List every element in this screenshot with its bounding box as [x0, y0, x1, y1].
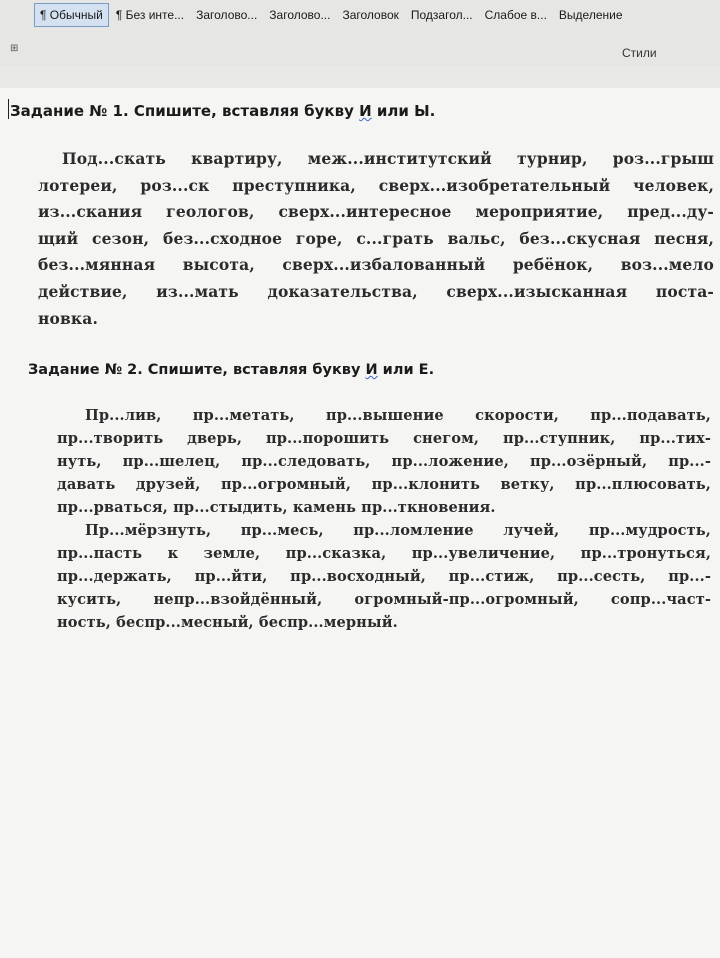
styles-gallery — [0, 0, 720, 30]
task-1-title: Задание № 1. Спишите, вставляя букву И или Ы. — [10, 102, 436, 120]
style-title[interactable]: Заголовок — [342, 8, 399, 22]
ruler-strip — [0, 66, 720, 89]
styles-group-label: Стили — [622, 46, 657, 60]
style-no-spacing[interactable]: ¶ Без инте... — [115, 8, 185, 22]
paragraph-line: кусить, непр...взойдённый, огромный-пр...огромный, сопр...част- — [57, 591, 711, 608]
paragraph-line: новка. — [38, 308, 98, 328]
paragraph-line: действие, из...мать доказательства, сверх...изысканная поста- — [38, 281, 714, 301]
style-heading-1[interactable]: Заголово... — [196, 8, 258, 22]
paragraph-line: лотереи, роз...ск преступника, сверх...изобретательный человек, — [38, 175, 714, 195]
paragraph-line: пр...пасть к земле, пр...сказка, пр...увеличение, пр...тронуться, — [57, 545, 711, 562]
paragraph-line: пр...держать, пр...йти, пр...восходный, пр...стиж, пр...сесть, пр...- — [57, 568, 711, 585]
paragraph-line: ность, беспр...месный, беспр...мерный. — [57, 614, 398, 631]
task-1-paragraph — [38, 146, 714, 332]
paragraph-line: из...скания геологов, сверх...интересное мероприятие, пред...ду- — [38, 202, 714, 222]
spellcheck-underline: И — [359, 102, 372, 120]
paragraph-line: Под...скать квартиру, меж...институтский турнир, роз...грыш — [62, 149, 714, 168]
style-emphasis[interactable]: Выделение — [558, 8, 623, 22]
paragraph-line: пр...творить дверь, пр...порошить снегом, пр...ступник, пр...тих- — [57, 430, 711, 447]
paragraph-line: Пр...мёрзнуть, пр...месь, пр...ломление лучей, пр...мудрость, — [85, 522, 711, 539]
style-normal[interactable]: ¶ Обычный — [34, 3, 109, 27]
paragraph-line: Пр...лив, пр...метать, пр...вышение скорости, пр...подавать, — [85, 407, 711, 424]
ribbon — [0, 0, 720, 67]
style-heading-2[interactable]: Заголово... — [269, 8, 331, 22]
paragraph-line: нуть, пр...шелец, пр...следовать, пр...ложение, пр...озёрный, пр...- — [57, 453, 711, 470]
paragraph-line: без...мянная высота, сверх...избалованный ребёнок, воз...мело — [38, 255, 714, 275]
paragraph-line: пр...рваться, пр...стыдить, камень пр...ткновения. — [57, 499, 496, 516]
task-2-paragraph — [57, 404, 711, 634]
text-cursor — [8, 99, 9, 119]
style-subtitle[interactable]: Подзагол... — [410, 8, 473, 22]
task-2-title: Задание № 2. Спишите, вставляя букву И или Е. — [28, 362, 435, 378]
spellcheck-underline: И — [365, 362, 378, 378]
style-subtle-emphasis[interactable]: Слабое в... — [484, 8, 547, 22]
dialog-launcher-icon[interactable]: ⊞ — [10, 43, 19, 54]
paragraph-line: щий сезон, без...сходное горе, с...грать вальс, без...скусная песня, — [38, 228, 714, 248]
paragraph-line: давать друзей, пр...огромный, пр...клонить ветку, пр...плюсовать, — [57, 476, 711, 493]
